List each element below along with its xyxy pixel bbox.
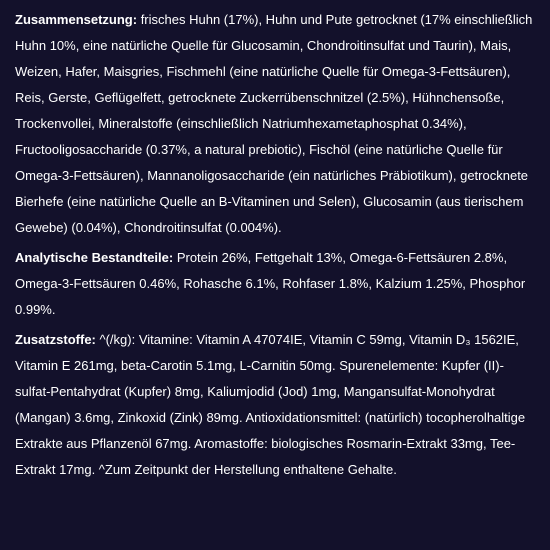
composition-heading: Zusammensetzung: (15, 12, 138, 27)
additives-heading: Zusatzstoffe: (15, 332, 96, 347)
analytical-constituents-heading: Analytische Bestandteile: (15, 250, 174, 265)
additives-text: ^(/kg): Vitamine: Vitamin A 47074IE, Vitamin C 59mg, Vitamin D₃ 1562IE, Vitamin E 261mg, beta-Carotin 5.1mg, L-Carnitin 50mg. Spurenelemente: Kupfer (II)-sulfat-Pentahydrat (Kupfer) 8mg, Kaliumjodid (Jod) 1mg, Mangansulfat-Monohydrat (Mangan) 3.6mg, Zinkoxid (Zink) 89mg. Antioxidationsmittel: (natürlich) tocopherolhaltige Extrakte aus Pflanzenöl 67mg. Aromastoffe: biologisches Rosmarin-Extrakt 33mg, Tee-Extrakt 17mg. ^Zum Zeitpunkt der Herstellung enthaltene Gehalte. (15, 332, 526, 477)
composition-text: frisches Huhn (17%), Huhn und Pute getrocknet (17% einschließlich Huhn 10%, eine natürliche Quelle für Glucosamin, Chondroitinsulfat und Taurin), Mais, Weizen, Hafer, Maisgries, Fischmehl (eine natürliche Quelle für Omega-3-Fettsäuren), Reis, Gerste, Geflügelfett, getrocknete Zuckerrübenschnitzel (2.5%), Hühnchensoße, Trockenvollei, Mineralstoffe (einschließlich Natriumhexametaphosphat 0.34%), Fructooligosaccharide (0.37%, a natural prebiotic), Fischöl (eine natürliche Quelle für Omega-3-Fettsäuren), Mannanoligosaccharide (ein natürliches Präbiotikum), getrocknete Bierhefe (eine natürliche Quelle an B-Vitaminen und Selen), Glucosamin (aus tierischem Gewebe) (0.04%), Chondroitinsulfat (0.004%). (15, 12, 533, 235)
section-additives (15, 327, 536, 483)
analytical-constituents-text: Protein 26%, Fettgehalt 13%, Omega-6-Fettsäuren 2.8%, Omega-3-Fettsäuren 0.46%, Rohasche 6.1%, Rohfaser 1.8%, Kalzium 1.25%, Phosphor 0.99%. (15, 250, 526, 317)
section-analytical-constituents (15, 245, 536, 323)
section-composition (15, 7, 536, 241)
